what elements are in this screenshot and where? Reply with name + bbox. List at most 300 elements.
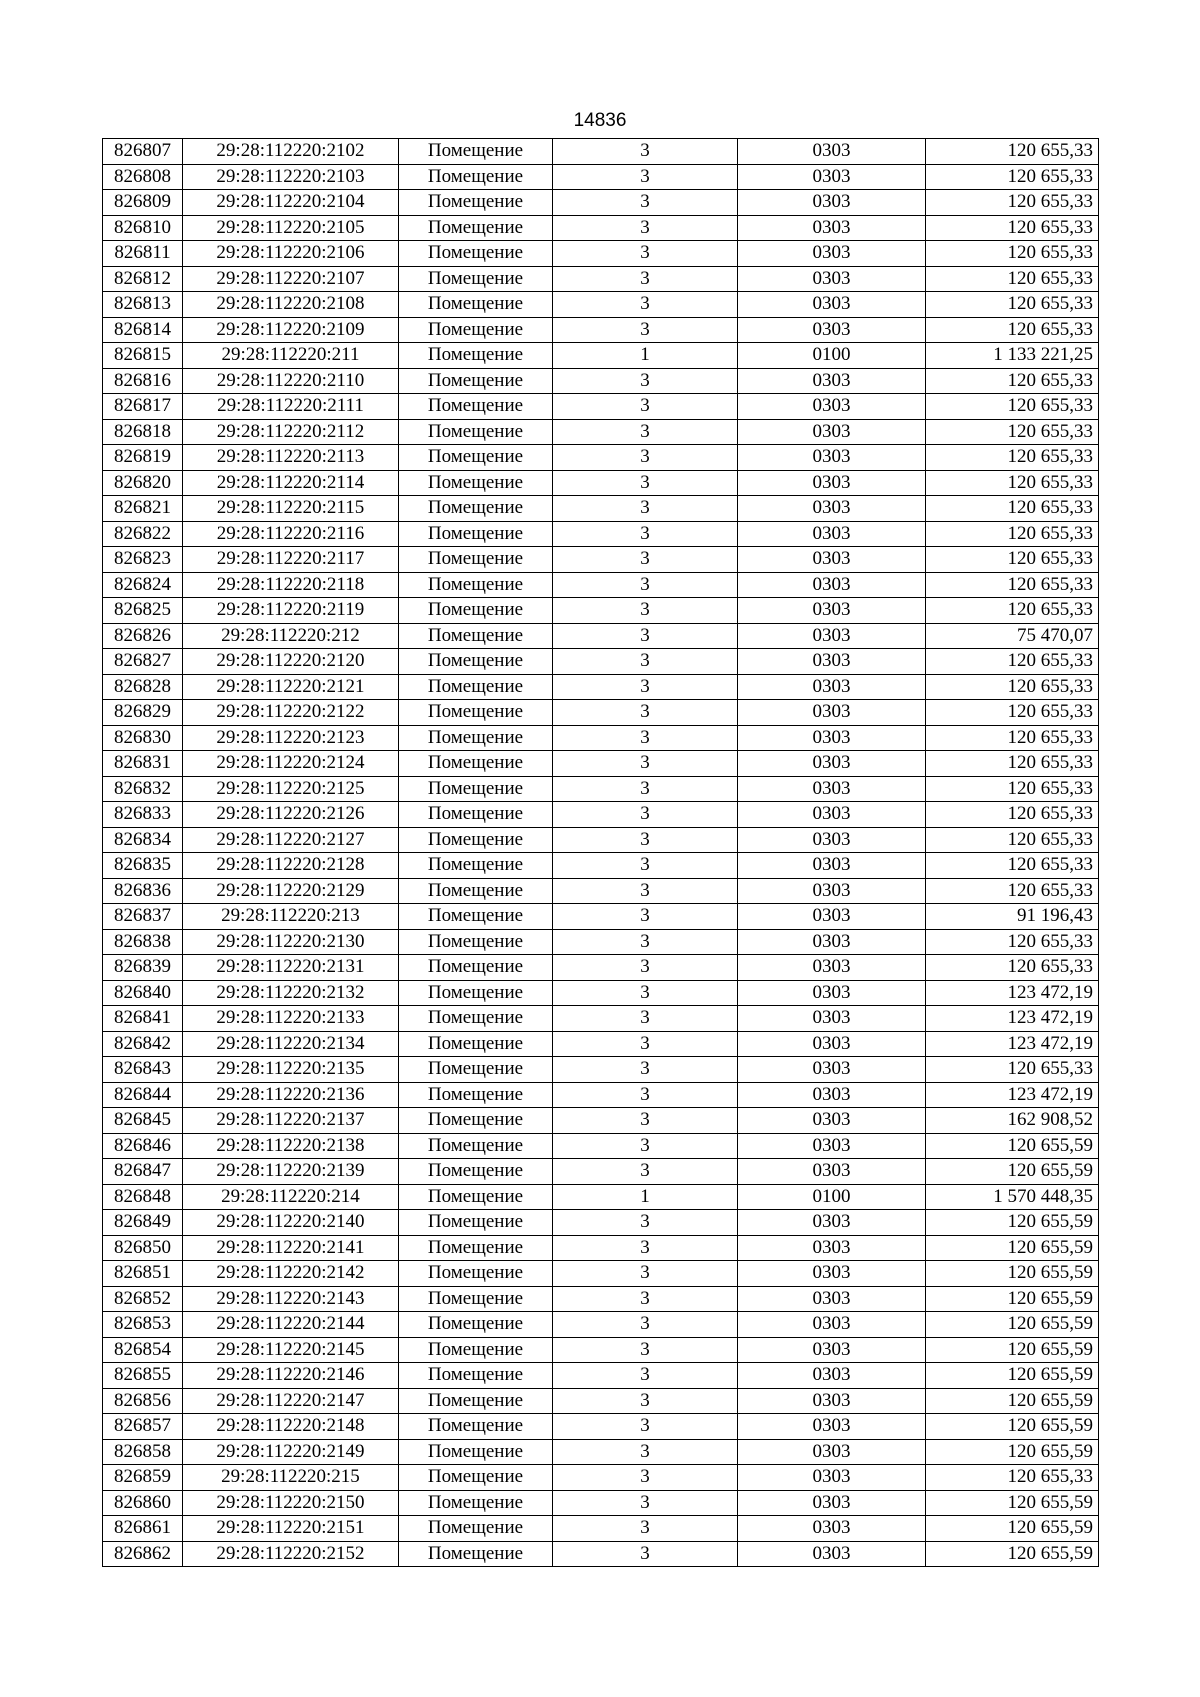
code-cell: 0303 — [738, 317, 926, 343]
row-id-cell: 826819 — [103, 445, 183, 471]
table-row — [103, 521, 1099, 547]
code-cell: 0303 — [738, 725, 926, 751]
cadastral-number-cell: 29:28:112220:2134 — [183, 1031, 399, 1057]
code-cell: 0303 — [738, 394, 926, 420]
cadastral-value-cell: 120 655,33 — [926, 1465, 1099, 1491]
code-cell: 0303 — [738, 1363, 926, 1389]
group-cell: 3 — [553, 1235, 738, 1261]
cadastral-value-cell: 120 655,33 — [926, 164, 1099, 190]
table-row — [103, 190, 1099, 216]
table-row — [103, 598, 1099, 624]
table-row — [103, 1057, 1099, 1083]
group-cell: 3 — [553, 1133, 738, 1159]
table-body — [103, 139, 1099, 1567]
group-cell: 3 — [553, 1031, 738, 1057]
code-cell: 0303 — [738, 1286, 926, 1312]
object-type-cell: Помещение — [399, 878, 553, 904]
cadastral-number-cell: 29:28:112220:2140 — [183, 1210, 399, 1236]
cadastral-value-cell: 120 655,33 — [926, 419, 1099, 445]
object-type-cell: Помещение — [399, 623, 553, 649]
cadastral-value-cell: 120 655,59 — [926, 1363, 1099, 1389]
cadastral-number-cell: 29:28:112220:2131 — [183, 955, 399, 981]
cadastral-number-cell: 29:28:112220:2117 — [183, 547, 399, 573]
cadastral-value-cell: 1 133 221,25 — [926, 343, 1099, 369]
group-cell: 1 — [553, 343, 738, 369]
cadastral-value-cell: 120 655,33 — [926, 649, 1099, 675]
cadastral-number-cell: 29:28:112220:214 — [183, 1184, 399, 1210]
cadastral-number-cell: 29:28:112220:2128 — [183, 853, 399, 879]
cadastral-number-cell: 29:28:112220:2139 — [183, 1159, 399, 1185]
object-type-cell: Помещение — [399, 292, 553, 318]
row-id-cell: 826808 — [103, 164, 183, 190]
table-row — [103, 1082, 1099, 1108]
cadastral-number-cell: 29:28:112220:2112 — [183, 419, 399, 445]
cadastral-number-cell: 29:28:112220:2104 — [183, 190, 399, 216]
table-row — [103, 292, 1099, 318]
group-cell: 3 — [553, 1006, 738, 1032]
row-id-cell: 826814 — [103, 317, 183, 343]
table-row — [103, 445, 1099, 471]
cadastral-number-cell: 29:28:112220:2105 — [183, 215, 399, 241]
row-id-cell: 826846 — [103, 1133, 183, 1159]
group-cell: 3 — [553, 547, 738, 573]
cadastral-value-cell: 120 655,33 — [926, 317, 1099, 343]
table-row — [103, 317, 1099, 343]
code-cell: 0303 — [738, 649, 926, 675]
cadastral-number-cell: 29:28:112220:2113 — [183, 445, 399, 471]
table-row — [103, 929, 1099, 955]
table-row — [103, 623, 1099, 649]
object-type-cell: Помещение — [399, 241, 553, 267]
cadastral-number-cell: 29:28:112220:2129 — [183, 878, 399, 904]
cadastral-value-cell: 120 655,59 — [926, 1261, 1099, 1287]
cadastral-number-cell: 29:28:112220:2123 — [183, 725, 399, 751]
group-cell: 3 — [553, 139, 738, 165]
object-type-cell: Помещение — [399, 776, 553, 802]
cadastral-number-cell: 29:28:112220:215 — [183, 1465, 399, 1491]
code-cell: 0303 — [738, 368, 926, 394]
row-id-cell: 826829 — [103, 700, 183, 726]
row-id-cell: 826830 — [103, 725, 183, 751]
group-cell: 3 — [553, 725, 738, 751]
group-cell: 3 — [553, 1312, 738, 1338]
code-cell: 0303 — [738, 572, 926, 598]
cadastral-value-cell: 120 655,59 — [926, 1210, 1099, 1236]
cadastral-number-cell: 29:28:112220:2152 — [183, 1541, 399, 1567]
table-row — [103, 343, 1099, 369]
code-cell: 0303 — [738, 419, 926, 445]
cadastral-value-cell: 120 655,59 — [926, 1337, 1099, 1363]
table-row — [103, 1133, 1099, 1159]
code-cell: 0303 — [738, 623, 926, 649]
cadastral-number-cell: 29:28:112220:2143 — [183, 1286, 399, 1312]
cadastral-value-cell: 123 472,19 — [926, 980, 1099, 1006]
code-cell: 0303 — [738, 929, 926, 955]
row-id-cell: 826821 — [103, 496, 183, 522]
group-cell: 3 — [553, 802, 738, 828]
row-id-cell: 826826 — [103, 623, 183, 649]
cadastral-number-cell: 29:28:112220:2138 — [183, 1133, 399, 1159]
table-row — [103, 1337, 1099, 1363]
code-cell: 0303 — [738, 1057, 926, 1083]
object-type-cell: Помещение — [399, 1261, 553, 1287]
object-type-cell: Помещение — [399, 547, 553, 573]
code-cell: 0303 — [738, 292, 926, 318]
cadastral-value-cell: 120 655,33 — [926, 725, 1099, 751]
cadastral-number-cell: 29:28:112220:2148 — [183, 1414, 399, 1440]
cadastral-number-cell: 29:28:112220:2122 — [183, 700, 399, 726]
cadastral-number-cell: 29:28:112220:2114 — [183, 470, 399, 496]
group-cell: 3 — [553, 1516, 738, 1542]
object-type-cell: Помещение — [399, 190, 553, 216]
cadastral-number-cell: 29:28:112220:2146 — [183, 1363, 399, 1389]
cadastral-value-cell: 120 655,59 — [926, 1159, 1099, 1185]
cadastral-value-cell: 120 655,59 — [926, 1133, 1099, 1159]
cadastral-value-cell: 120 655,59 — [926, 1312, 1099, 1338]
cadastral-value-cell: 120 655,33 — [926, 470, 1099, 496]
group-cell: 3 — [553, 623, 738, 649]
table-row — [103, 164, 1099, 190]
group-cell: 3 — [553, 827, 738, 853]
cadastral-value-cell: 120 655,33 — [926, 215, 1099, 241]
cadastral-number-cell: 29:28:112220:2110 — [183, 368, 399, 394]
page-number: 14836 — [573, 110, 627, 131]
row-id-cell: 826840 — [103, 980, 183, 1006]
object-type-cell: Помещение — [399, 1388, 553, 1414]
code-cell: 0303 — [738, 445, 926, 471]
cadastral-number-cell: 29:28:112220:2119 — [183, 598, 399, 624]
cadastral-number-cell: 29:28:112220:2141 — [183, 1235, 399, 1261]
code-cell: 0303 — [738, 1031, 926, 1057]
object-type-cell: Помещение — [399, 521, 553, 547]
row-id-cell: 826837 — [103, 904, 183, 930]
row-id-cell: 826817 — [103, 394, 183, 420]
cadastral-number-cell: 29:28:112220:2127 — [183, 827, 399, 853]
object-type-cell: Помещение — [399, 700, 553, 726]
table-row — [103, 241, 1099, 267]
group-cell: 3 — [553, 1414, 738, 1440]
row-id-cell: 826860 — [103, 1490, 183, 1516]
table-row — [103, 980, 1099, 1006]
object-type-cell: Помещение — [399, 1082, 553, 1108]
table-row — [103, 1235, 1099, 1261]
code-cell: 0303 — [738, 1388, 926, 1414]
group-cell: 3 — [553, 904, 738, 930]
object-type-cell: Помещение — [399, 725, 553, 751]
cadastral-number-cell: 29:28:112220:2111 — [183, 394, 399, 420]
cadastral-number-cell: 29:28:112220:2149 — [183, 1439, 399, 1465]
row-id-cell: 826832 — [103, 776, 183, 802]
cadastral-value-cell: 120 655,59 — [926, 1516, 1099, 1542]
group-cell: 3 — [553, 776, 738, 802]
row-id-cell: 826822 — [103, 521, 183, 547]
object-type-cell: Помещение — [399, 980, 553, 1006]
object-type-cell: Помещение — [399, 1439, 553, 1465]
row-id-cell: 826816 — [103, 368, 183, 394]
cadastral-value-cell: 91 196,43 — [926, 904, 1099, 930]
row-id-cell: 826845 — [103, 1108, 183, 1134]
row-id-cell: 826839 — [103, 955, 183, 981]
table-row — [103, 751, 1099, 777]
group-cell: 3 — [553, 496, 738, 522]
object-type-cell: Помещение — [399, 1184, 553, 1210]
group-cell: 3 — [553, 215, 738, 241]
cadastral-value-cell: 120 655,33 — [926, 1057, 1099, 1083]
cadastral-number-cell: 29:28:112220:2133 — [183, 1006, 399, 1032]
group-cell: 3 — [553, 1337, 738, 1363]
object-type-cell: Помещение — [399, 1337, 553, 1363]
code-cell: 0303 — [738, 190, 926, 216]
cadastral-number-cell: 29:28:112220:2147 — [183, 1388, 399, 1414]
object-type-cell: Помещение — [399, 445, 553, 471]
group-cell: 3 — [553, 700, 738, 726]
table-row — [103, 1490, 1099, 1516]
row-id-cell: 826849 — [103, 1210, 183, 1236]
table-row — [103, 394, 1099, 420]
cadastral-value-cell: 123 472,19 — [926, 1031, 1099, 1057]
cadastral-number-cell: 29:28:112220:2130 — [183, 929, 399, 955]
object-type-cell: Помещение — [399, 1312, 553, 1338]
row-id-cell: 826850 — [103, 1235, 183, 1261]
row-id-cell: 826852 — [103, 1286, 183, 1312]
row-id-cell: 826843 — [103, 1057, 183, 1083]
object-type-cell: Помещение — [399, 1465, 553, 1491]
object-type-cell: Помещение — [399, 649, 553, 675]
cadastral-number-cell: 29:28:112220:2102 — [183, 139, 399, 165]
code-cell: 0303 — [738, 1516, 926, 1542]
cadastral-number-cell: 29:28:112220:213 — [183, 904, 399, 930]
cadastral-value-cell: 120 655,33 — [926, 674, 1099, 700]
row-id-cell: 826812 — [103, 266, 183, 292]
table-row — [103, 649, 1099, 675]
object-type-cell: Помещение — [399, 317, 553, 343]
cadastral-number-cell: 29:28:112220:2142 — [183, 1261, 399, 1287]
table-row — [103, 1184, 1099, 1210]
table-row — [103, 1261, 1099, 1287]
cadastral-value-cell: 123 472,19 — [926, 1082, 1099, 1108]
cadastral-value-cell: 120 655,33 — [926, 776, 1099, 802]
object-type-cell: Помещение — [399, 955, 553, 981]
cadastral-number-cell: 29:28:112220:2124 — [183, 751, 399, 777]
code-cell: 0303 — [738, 700, 926, 726]
group-cell: 3 — [553, 394, 738, 420]
group-cell: 3 — [553, 1541, 738, 1567]
table-row — [103, 1465, 1099, 1491]
code-cell: 0303 — [738, 1006, 926, 1032]
code-cell: 0303 — [738, 751, 926, 777]
group-cell: 3 — [553, 598, 738, 624]
row-id-cell: 826844 — [103, 1082, 183, 1108]
group-cell: 3 — [553, 1108, 738, 1134]
group-cell: 3 — [553, 266, 738, 292]
object-type-cell: Помещение — [399, 1159, 553, 1185]
code-cell: 0303 — [738, 878, 926, 904]
table-row — [103, 419, 1099, 445]
row-id-cell: 826847 — [103, 1159, 183, 1185]
object-type-cell: Помещение — [399, 1108, 553, 1134]
cadastral-number-cell: 29:28:112220:2144 — [183, 1312, 399, 1338]
cadastral-value-cell: 120 655,59 — [926, 1439, 1099, 1465]
table-row — [103, 547, 1099, 573]
row-id-cell: 826818 — [103, 419, 183, 445]
row-id-cell: 826807 — [103, 139, 183, 165]
cadastral-value-cell: 120 655,59 — [926, 1490, 1099, 1516]
code-cell: 0303 — [738, 1439, 926, 1465]
group-cell: 3 — [553, 1082, 738, 1108]
table-row — [103, 853, 1099, 879]
cadastral-value-cell: 120 655,33 — [926, 292, 1099, 318]
group-cell: 3 — [553, 445, 738, 471]
row-id-cell: 826858 — [103, 1439, 183, 1465]
object-type-cell: Помещение — [399, 1210, 553, 1236]
row-id-cell: 826810 — [103, 215, 183, 241]
table-row — [103, 572, 1099, 598]
table-row — [103, 368, 1099, 394]
cadastral-number-cell: 29:28:112220:2115 — [183, 496, 399, 522]
table-row — [103, 1210, 1099, 1236]
cadastral-value-cell: 120 655,33 — [926, 853, 1099, 879]
code-cell: 0303 — [738, 776, 926, 802]
code-cell: 0303 — [738, 241, 926, 267]
table-row — [103, 1414, 1099, 1440]
object-type-cell: Помещение — [399, 572, 553, 598]
object-type-cell: Помещение — [399, 419, 553, 445]
table-row — [103, 266, 1099, 292]
object-type-cell: Помещение — [399, 1057, 553, 1083]
object-type-cell: Помещение — [399, 139, 553, 165]
code-cell: 0303 — [738, 674, 926, 700]
object-type-cell: Помещение — [399, 827, 553, 853]
cadastral-number-cell: 29:28:112220:2125 — [183, 776, 399, 802]
object-type-cell: Помещение — [399, 1006, 553, 1032]
object-type-cell: Помещение — [399, 266, 553, 292]
row-id-cell: 826851 — [103, 1261, 183, 1287]
group-cell: 3 — [553, 292, 738, 318]
row-id-cell: 826828 — [103, 674, 183, 700]
object-type-cell: Помещение — [399, 215, 553, 241]
code-cell: 0303 — [738, 1541, 926, 1567]
group-cell: 3 — [553, 419, 738, 445]
cadastral-value-cell: 120 655,33 — [926, 521, 1099, 547]
row-id-cell: 826853 — [103, 1312, 183, 1338]
table-row — [103, 1439, 1099, 1465]
group-cell: 3 — [553, 674, 738, 700]
code-cell: 0303 — [738, 1082, 926, 1108]
group-cell: 3 — [553, 190, 738, 216]
group-cell: 3 — [553, 368, 738, 394]
object-type-cell: Помещение — [399, 1133, 553, 1159]
table-row — [103, 1031, 1099, 1057]
cadastral-value-cell: 120 655,33 — [926, 190, 1099, 216]
cadastral-value-cell: 120 655,59 — [926, 1235, 1099, 1261]
code-cell: 0100 — [738, 343, 926, 369]
code-cell: 0303 — [738, 215, 926, 241]
row-id-cell: 826859 — [103, 1465, 183, 1491]
cadastral-number-cell: 29:28:112220:2136 — [183, 1082, 399, 1108]
object-type-cell: Помещение — [399, 1490, 553, 1516]
table-row — [103, 1108, 1099, 1134]
object-type-cell: Помещение — [399, 1516, 553, 1542]
cadastral-number-cell: 29:28:112220:212 — [183, 623, 399, 649]
cadastral-number-cell: 29:28:112220:2137 — [183, 1108, 399, 1134]
cadastral-value-cell: 120 655,59 — [926, 1286, 1099, 1312]
table-row — [103, 1006, 1099, 1032]
code-cell: 0303 — [738, 521, 926, 547]
cadastral-number-cell: 29:28:112220:2118 — [183, 572, 399, 598]
group-cell: 3 — [553, 1286, 738, 1312]
object-type-cell: Помещение — [399, 1414, 553, 1440]
group-cell: 3 — [553, 572, 738, 598]
group-cell: 3 — [553, 853, 738, 879]
table-row — [103, 1312, 1099, 1338]
object-type-cell: Помещение — [399, 343, 553, 369]
code-cell: 0303 — [738, 1159, 926, 1185]
code-cell: 0303 — [738, 1465, 926, 1491]
cadastral-value-table — [102, 138, 1099, 1567]
group-cell: 3 — [553, 1465, 738, 1491]
cadastral-value-cell: 120 655,33 — [926, 827, 1099, 853]
table-row — [103, 1388, 1099, 1414]
row-id-cell: 826854 — [103, 1337, 183, 1363]
object-type-cell: Помещение — [399, 751, 553, 777]
table-row — [103, 215, 1099, 241]
table-row — [103, 776, 1099, 802]
code-cell: 0303 — [738, 904, 926, 930]
group-cell: 3 — [553, 1490, 738, 1516]
cadastral-value-cell: 120 655,33 — [926, 878, 1099, 904]
row-id-cell: 826838 — [103, 929, 183, 955]
object-type-cell: Помещение — [399, 674, 553, 700]
row-id-cell: 826813 — [103, 292, 183, 318]
object-type-cell: Помещение — [399, 598, 553, 624]
group-cell: 3 — [553, 980, 738, 1006]
object-type-cell: Помещение — [399, 1363, 553, 1389]
group-cell: 3 — [553, 317, 738, 343]
cadastral-value-cell: 120 655,33 — [926, 368, 1099, 394]
code-cell: 0303 — [738, 598, 926, 624]
cadastral-number-cell: 29:28:112220:2109 — [183, 317, 399, 343]
cadastral-value-cell: 120 655,33 — [926, 445, 1099, 471]
table-row — [103, 496, 1099, 522]
cadastral-value-cell: 120 655,33 — [926, 572, 1099, 598]
cadastral-number-cell: 29:28:112220:211 — [183, 343, 399, 369]
cadastral-number-cell: 29:28:112220:2120 — [183, 649, 399, 675]
code-cell: 0303 — [738, 496, 926, 522]
group-cell: 3 — [553, 164, 738, 190]
object-type-cell: Помещение — [399, 1235, 553, 1261]
group-cell: 3 — [553, 955, 738, 981]
cadastral-number-cell: 29:28:112220:2121 — [183, 674, 399, 700]
group-cell: 3 — [553, 1210, 738, 1236]
group-cell: 1 — [553, 1184, 738, 1210]
table-row — [103, 1516, 1099, 1542]
cadastral-value-cell: 123 472,19 — [926, 1006, 1099, 1032]
cadastral-value-cell: 75 470,07 — [926, 623, 1099, 649]
cadastral-value-cell: 120 655,33 — [926, 139, 1099, 165]
row-id-cell: 826809 — [103, 190, 183, 216]
object-type-cell: Помещение — [399, 368, 553, 394]
cadastral-number-cell: 29:28:112220:2103 — [183, 164, 399, 190]
code-cell: 0303 — [738, 1312, 926, 1338]
row-id-cell: 826827 — [103, 649, 183, 675]
group-cell: 3 — [553, 1388, 738, 1414]
table-row — [103, 139, 1099, 165]
code-cell: 0303 — [738, 139, 926, 165]
code-cell: 0303 — [738, 1490, 926, 1516]
group-cell: 3 — [553, 1439, 738, 1465]
object-type-cell: Помещение — [399, 1031, 553, 1057]
group-cell: 3 — [553, 751, 738, 777]
